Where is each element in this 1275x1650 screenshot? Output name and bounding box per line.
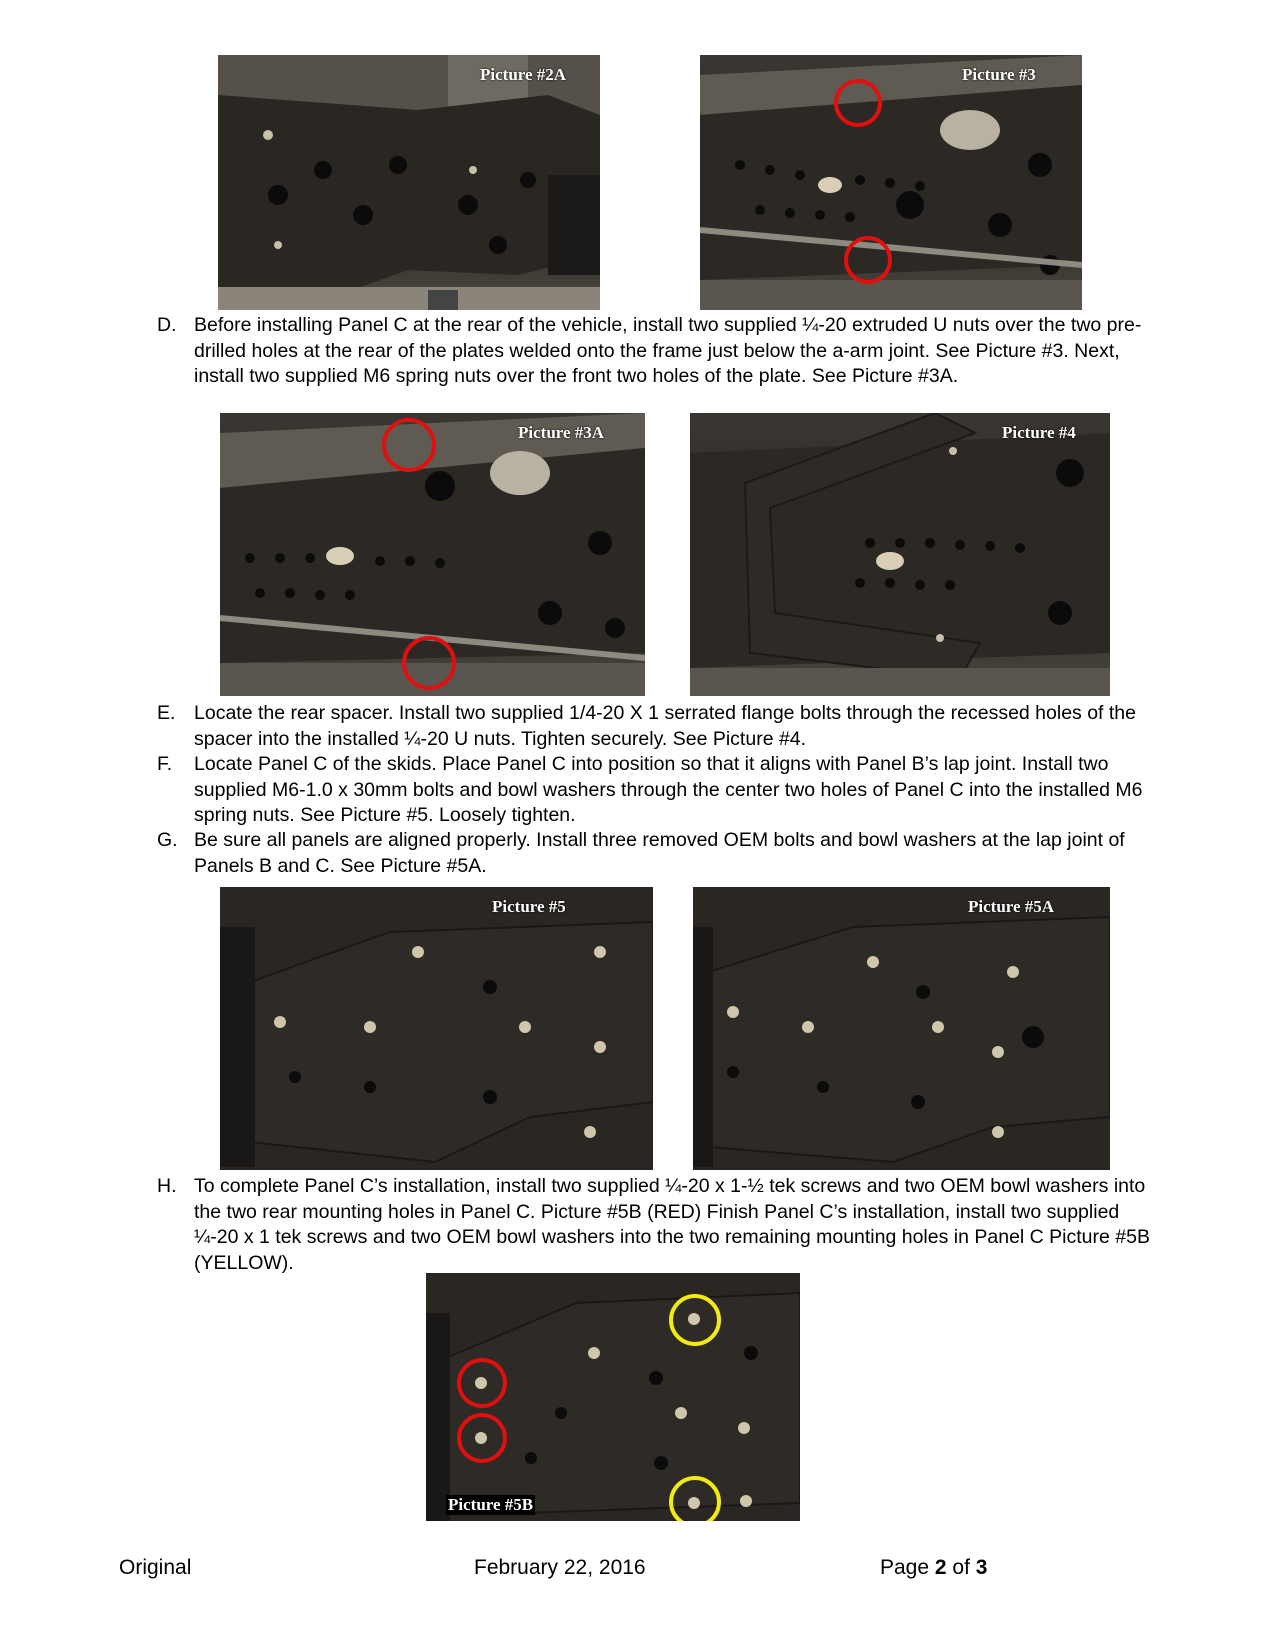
page-current: 2 [934,1556,947,1579]
step-letter: D. [157,314,177,336]
photo-5 [220,887,653,1170]
photo-caption: Picture #4 [1002,423,1076,442]
photo-caption: Picture #5A [968,897,1055,916]
step-text: Before installing Panel C at the rear of the vehicle, install two supplied ¼-20 extruded U nuts over the two pre-drilled holes at the rear of the plates welded onto the frame just below the a-arm joint. See Picture #3. Next, install two supplied M6 spring nuts over the front two holes of the plate. See Picture #3A. [194,314,1142,387]
page-total: 3 [975,1556,988,1579]
step-letter: G. [157,829,178,851]
photo-2a [218,55,600,310]
step-text: To complete Panel C’s installation, install two supplied ¼-20 x 1-½ tek screws and two OEM bowl washers into the two rear mounting holes in Panel C. Picture #5B (RED) Finish Panel C’s installation, install two supplied ¼-20 x 1 tek screws and two OEM bowl washers into the two remaining mounting holes in Panel C Picture #5B (YELLOW). [194,1175,1150,1274]
footer-left: Original [119,1556,192,1579]
photo-caption: Picture #5B [448,1495,534,1514]
photo-caption: Picture #3A [518,423,605,442]
step-text: Locate Panel C of the skids. Place Panel C into position so that it aligns with Panel B’s lap joint. Install two supplied M6-1.0 x 30mm bolts and bowl washers through the center two holes of Panel C into the installed M6 spring nuts. See Picture #5. Loosely tighten. [194,753,1143,826]
photo-5b [426,1273,800,1521]
photo-caption: Picture #3 [962,65,1036,84]
step-letter: E. [157,702,176,724]
step-text: Locate the rear spacer. Install two supplied 1/4-20 X 1 serrated flange bolts through the recessed holes of the spacer into the installed ¼-20 U nuts. Tighten securely. See Picture #4. [194,702,1136,750]
photo-3 [700,55,1082,310]
step-text: Be sure all panels are aligned properly. Install three removed OEM bolts and bowl washers at the lap joint of Panels B and C. See Picture #5A. [194,829,1125,877]
photo-4 [690,413,1110,696]
page-number [880,1556,987,1580]
photo-caption: Picture #2A [480,65,567,84]
step-letter: F. [157,753,173,775]
photo-3a [220,413,645,696]
step-letter: H. [157,1175,177,1197]
page-prefix: Page [880,1556,935,1579]
photo-caption: Picture #5 [492,897,566,916]
page-of: of [946,1556,976,1579]
photo-5a [693,887,1110,1170]
footer-date: February 22, 2016 [474,1556,646,1579]
